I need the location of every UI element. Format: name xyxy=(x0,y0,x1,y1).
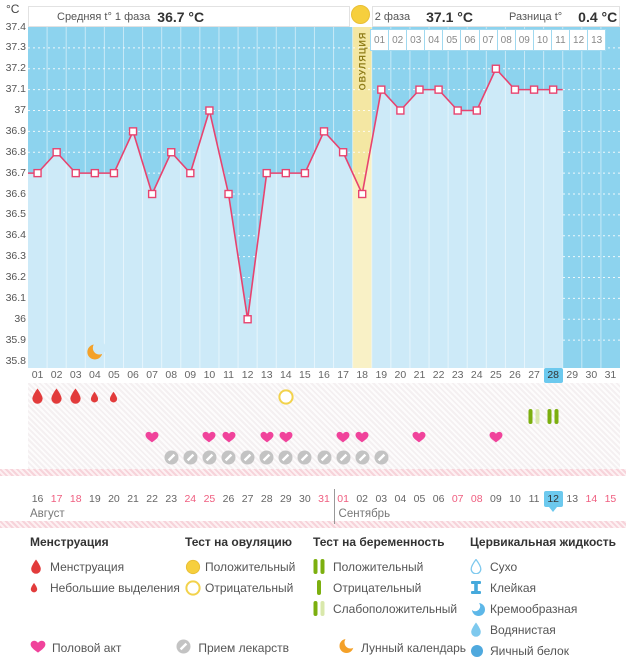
y-tick-37.2: 37.2 xyxy=(5,62,26,75)
medication-icon-day-15 xyxy=(297,450,312,465)
temperature-chart xyxy=(28,27,620,368)
legend-item-pill: Прием лекарств xyxy=(176,639,289,657)
legend-bottom-row xyxy=(30,638,466,657)
phase2-day-header xyxy=(371,29,606,51)
phase1-summary-box xyxy=(28,6,350,27)
separator-band-bottom xyxy=(0,521,626,528)
separator-band-top xyxy=(0,469,626,476)
legend-item-crescent-blue: Кремообразная xyxy=(470,598,616,619)
legend-item-circle-filled-blue: Яичный белок xyxy=(470,640,616,658)
intercourse-icon-day-18 xyxy=(355,431,369,443)
circle-outline-yellow-icon xyxy=(185,580,205,596)
medication-icon-day-12 xyxy=(240,450,255,465)
y-tick-36.4: 36.4 xyxy=(5,229,26,242)
calendar-date-24[interactable]: 24 xyxy=(184,493,197,505)
phase2-day-06: 06 xyxy=(460,29,479,51)
legend-item-bars-positive: Положительный xyxy=(313,556,457,577)
legend-item-heart: Половой акт xyxy=(30,640,121,656)
calendar-date-17[interactable]: 17 xyxy=(50,493,63,505)
intercourse-icon-day-11 xyxy=(222,431,236,443)
cycle-day-07[interactable]: 07 xyxy=(146,369,158,381)
legend-item-ibeam: Клейкая xyxy=(470,577,616,598)
cycle-day-19[interactable]: 19 xyxy=(375,369,388,381)
calendar-date-10[interactable]: 10 xyxy=(509,493,521,505)
calendar-date-14[interactable]: 14 xyxy=(585,493,598,505)
calendar-date-31[interactable]: 31 xyxy=(318,493,330,505)
cycle-day-05[interactable]: 05 xyxy=(108,369,120,381)
calendar-date-22[interactable]: 22 xyxy=(146,493,158,505)
moon-icon xyxy=(339,638,361,657)
cycle-day-26[interactable]: 26 xyxy=(509,369,521,381)
medication-icon-day-10 xyxy=(202,450,217,465)
menstruation-icon-day-3 xyxy=(69,388,82,404)
calendar-date-12[interactable]: 12 xyxy=(544,491,563,507)
cycle-day-22[interactable]: 22 xyxy=(432,369,445,381)
legend-item-moon: Лунный календарь xyxy=(339,638,466,657)
legend-ovulation-test xyxy=(185,534,295,598)
bar-negative-icon xyxy=(313,580,333,595)
calendar-date-01[interactable]: 01 xyxy=(337,493,349,505)
cycle-day-06[interactable]: 06 xyxy=(127,369,139,381)
temperature-point-day-08[interactable] xyxy=(168,149,175,156)
medication-icon-day-16 xyxy=(317,450,332,465)
cycle-day-24[interactable]: 24 xyxy=(470,369,483,381)
cycle-day-03[interactable]: 03 xyxy=(69,369,82,381)
calendar-date-09[interactable]: 09 xyxy=(490,493,502,505)
cycle-day-14[interactable]: 14 xyxy=(279,369,292,381)
intercourse-icon-day-25 xyxy=(489,431,503,443)
calendar-date-23[interactable]: 23 xyxy=(165,493,178,505)
legend-item-drop-large: Менструация xyxy=(30,556,180,577)
calendar-date-20[interactable]: 20 xyxy=(108,493,120,505)
medication-icon-day-18 xyxy=(355,450,370,465)
bars-positive-icon xyxy=(313,559,333,574)
calendar-date-16[interactable]: 16 xyxy=(31,493,44,505)
legend-cervical-fluid-title: Цервикальная жидкость xyxy=(470,535,617,549)
phase2-day-12: 12 xyxy=(569,29,588,51)
cycle-day-29[interactable]: 29 xyxy=(566,369,579,381)
temperature-point-day-28[interactable] xyxy=(550,86,557,93)
phase2-value: 37.1 °C xyxy=(426,8,473,25)
cycle-day-21[interactable]: 21 xyxy=(413,369,426,381)
temperature-point-day-17[interactable] xyxy=(340,149,347,156)
ovulation-positive-icon xyxy=(351,5,370,24)
cycle-day-25[interactable]: 25 xyxy=(490,369,502,381)
medication-icon-day-17 xyxy=(336,450,351,465)
phase2-day-11: 11 xyxy=(551,29,570,51)
circle-filled-blue-icon xyxy=(470,644,490,658)
cycle-day-23[interactable]: 23 xyxy=(451,369,464,381)
cycle-day-16[interactable]: 16 xyxy=(318,369,330,381)
cycle-day-10[interactable]: 10 xyxy=(203,369,216,381)
legend-pregnancy-test-title: Тест на беременность xyxy=(313,535,445,549)
legend-item-circle-outline-yellow: Отрицательный xyxy=(185,577,295,598)
ibeam-icon xyxy=(470,581,490,594)
temperature-point-day-07[interactable] xyxy=(149,191,156,198)
pregnancy-test-positive-icon-day-28 xyxy=(547,409,559,424)
cycle-day-08[interactable]: 08 xyxy=(165,369,178,381)
legend-ovulation-test-title: Тест на овуляцию xyxy=(185,535,292,549)
temperature-point-day-22[interactable] xyxy=(435,86,442,93)
intercourse-icon-day-21 xyxy=(412,431,426,443)
cycle-day-09[interactable]: 09 xyxy=(184,369,197,381)
intercourse-icon-day-13 xyxy=(260,431,274,443)
medication-icon-day-8 xyxy=(164,450,179,465)
temperature-point-day-25[interactable] xyxy=(492,65,499,72)
circle-filled-yellow-icon xyxy=(185,559,205,575)
calendar-date-18[interactable]: 18 xyxy=(69,493,82,505)
temperature-point-day-11[interactable] xyxy=(225,191,232,198)
temp-difference-value: 0.4 °C xyxy=(578,8,618,25)
cycle-day-18[interactable]: 18 xyxy=(356,369,369,381)
temperature-point-day-21[interactable] xyxy=(416,86,423,93)
y-tick-35.8: 35.8 xyxy=(5,354,26,367)
month-divider xyxy=(334,489,335,524)
calendar-date-25[interactable]: 25 xyxy=(203,493,216,505)
temperature-point-day-04[interactable] xyxy=(91,170,98,177)
temperature-point-day-24[interactable] xyxy=(473,107,480,114)
temperature-point-day-16[interactable] xyxy=(321,128,328,135)
y-tick-36.2: 36.2 xyxy=(5,271,26,283)
legend-pregnancy-test xyxy=(313,534,457,619)
drop-small-icon xyxy=(30,582,50,593)
calendar-date-03[interactable]: 03 xyxy=(375,493,388,505)
cycle-day-12[interactable]: 12 xyxy=(241,369,254,381)
temperature-point-day-09[interactable] xyxy=(187,170,194,177)
phase2-day-09: 09 xyxy=(515,29,534,51)
legend-menstruation-title: Менструация xyxy=(30,535,109,549)
phase2-day-02: 02 xyxy=(388,29,407,51)
legend-item-circle-filled-yellow: Положительный xyxy=(185,556,295,577)
calendar-date-21[interactable]: 21 xyxy=(127,493,139,505)
medication-icon-day-14 xyxy=(278,450,293,465)
phase2-day-07: 07 xyxy=(479,29,498,51)
calendar-date-29[interactable]: 29 xyxy=(279,493,292,505)
temperature-point-day-12[interactable] xyxy=(244,316,251,323)
legend-menstruation xyxy=(30,534,180,598)
cycle-day-13[interactable]: 13 xyxy=(260,369,273,381)
y-tick-36.6: 36.6 xyxy=(5,187,26,200)
phase2-day-05: 05 xyxy=(442,29,461,51)
calendar-date-19[interactable]: 19 xyxy=(88,493,101,505)
y-tick-36.7: 36.7 xyxy=(5,166,26,179)
temperature-point-day-14[interactable] xyxy=(282,170,289,177)
drop-outline-icon xyxy=(470,559,490,574)
cycle-day-04[interactable]: 04 xyxy=(88,369,101,381)
y-tick-36: 36 xyxy=(14,312,26,325)
medication-icon-day-19 xyxy=(374,450,389,465)
menstruation-icon-day-1 xyxy=(31,388,44,404)
cycle-day-02[interactable]: 02 xyxy=(50,369,63,381)
temperature-point-day-03[interactable] xyxy=(72,170,79,177)
temperature-point-day-15[interactable] xyxy=(301,170,308,177)
temperature-point-day-13[interactable] xyxy=(263,170,270,177)
temp-difference-label: Разница t° xyxy=(509,10,563,23)
temperature-point-day-10[interactable] xyxy=(206,107,213,114)
cycle-day-15[interactable]: 15 xyxy=(299,369,311,381)
legend-item-bar-negative: Отрицательный xyxy=(313,577,457,598)
crescent-blue-icon xyxy=(470,601,490,617)
legend-item-drop-filled: Водянистая xyxy=(470,619,616,640)
calendar-date-07[interactable]: 07 xyxy=(451,493,464,505)
spotting-icon-day-4 xyxy=(90,391,99,403)
y-tick-37: 37 xyxy=(14,104,26,116)
phase1-label: Средняя t° 1 фаза xyxy=(57,10,151,23)
phase2-day-04: 04 xyxy=(424,29,443,51)
menstruation-icon-day-2 xyxy=(50,388,63,404)
calendar-date-11[interactable]: 11 xyxy=(528,493,540,505)
phase2-day-13: 13 xyxy=(587,29,606,51)
temperature-point-day-23[interactable] xyxy=(454,107,461,114)
temperature-point-day-02[interactable] xyxy=(53,149,60,156)
temperature-point-day-27[interactable] xyxy=(531,86,538,93)
intercourse-icon-day-10 xyxy=(202,431,216,443)
medication-icon-day-9 xyxy=(183,450,198,465)
intercourse-icon-day-14 xyxy=(279,431,293,443)
month-september-label: Сентябрь xyxy=(338,508,391,520)
today-pointer xyxy=(549,507,557,512)
y-tick-35.9: 35.9 xyxy=(5,333,26,346)
ovulation-test-negative-icon-day-14 xyxy=(278,389,294,405)
legend-item-drop-outline: Сухо xyxy=(470,556,616,577)
calendar-date-30[interactable]: 30 xyxy=(299,493,311,505)
calendar-date-06[interactable]: 06 xyxy=(432,493,445,505)
phase2-day-08: 08 xyxy=(497,29,516,51)
cycle-day-31[interactable]: 31 xyxy=(604,369,617,381)
y-tick-36.8: 36.8 xyxy=(5,145,26,158)
cycle-day-01[interactable]: 01 xyxy=(31,369,44,381)
calendar-date-04[interactable]: 04 xyxy=(394,493,407,505)
spotting-icon-day-5 xyxy=(109,391,118,403)
y-tick-36.5: 36.5 xyxy=(5,208,26,221)
temperature-point-day-19[interactable] xyxy=(378,86,385,93)
phase1-value: 36.7 °C xyxy=(157,8,205,25)
intercourse-icon-day-17 xyxy=(336,431,350,443)
phase2-day-01: 01 xyxy=(370,29,389,51)
temperature-point-day-26[interactable] xyxy=(511,86,518,93)
cycle-day-20[interactable]: 20 xyxy=(394,369,407,381)
calendar-date-27[interactable]: 27 xyxy=(241,493,254,505)
month-august-label: Август xyxy=(30,508,65,520)
cycle-day-28[interactable]: 28 xyxy=(544,368,563,383)
temperature-point-day-18[interactable] xyxy=(359,191,366,198)
legend-item-bars-weak: Слабоположительный xyxy=(313,598,457,619)
y-tick-36.9: 36.9 xyxy=(5,124,26,137)
phase2-summary-box xyxy=(372,6,620,27)
phase2-label: 2 фаза xyxy=(374,10,411,23)
temperature-point-day-05[interactable] xyxy=(110,170,117,177)
legend-cervical-fluid xyxy=(470,534,616,658)
y-tick-37.1: 37.1 xyxy=(5,83,26,96)
calendar-date-15[interactable]: 15 xyxy=(604,493,617,505)
y-tick-36.1: 36.1 xyxy=(5,291,26,304)
phase2-day-03: 03 xyxy=(406,29,425,51)
y-tick-36.3: 36.3 xyxy=(5,250,26,263)
ovulation-band-label: ОВУЛЯЦИЯ xyxy=(357,31,368,91)
medication-icon-day-11 xyxy=(221,450,236,465)
calendar-date-08[interactable]: 08 xyxy=(470,493,483,505)
calendar-date-26[interactable]: 26 xyxy=(222,493,235,505)
temperature-point-day-06[interactable] xyxy=(130,128,137,135)
pill-icon xyxy=(176,639,198,657)
intercourse-icon-day-7 xyxy=(145,431,159,443)
y-axis-unit-label: °C xyxy=(6,2,20,16)
calendar-date-28[interactable]: 28 xyxy=(260,493,273,505)
medication-icon-day-13 xyxy=(259,450,274,465)
phase2-day-10: 10 xyxy=(533,29,552,51)
y-tick-37.4: 37.4 xyxy=(5,20,26,33)
temperature-point-day-20[interactable] xyxy=(397,107,404,114)
calendar-date-05[interactable]: 05 xyxy=(413,493,426,505)
cycle-day-11[interactable]: 11 xyxy=(223,369,234,381)
legend-item-drop-small: Небольшие выделения xyxy=(30,577,180,598)
y-tick-37.3: 37.3 xyxy=(5,41,26,54)
drop-filled-icon xyxy=(470,622,490,637)
drop-large-icon xyxy=(30,559,50,574)
heart-icon xyxy=(30,640,52,656)
pregnancy-test-weak-positive-icon-day-27 xyxy=(528,409,540,424)
cycle-day-17[interactable]: 17 xyxy=(337,369,349,381)
bars-weak-icon xyxy=(313,601,333,616)
cycle-day-30[interactable]: 30 xyxy=(585,369,598,381)
temperature-point-day-01[interactable] xyxy=(34,170,41,177)
calendar-date-13[interactable]: 13 xyxy=(566,493,579,505)
calendar-date-02[interactable]: 02 xyxy=(356,493,369,505)
cycle-day-27[interactable]: 27 xyxy=(528,369,540,381)
